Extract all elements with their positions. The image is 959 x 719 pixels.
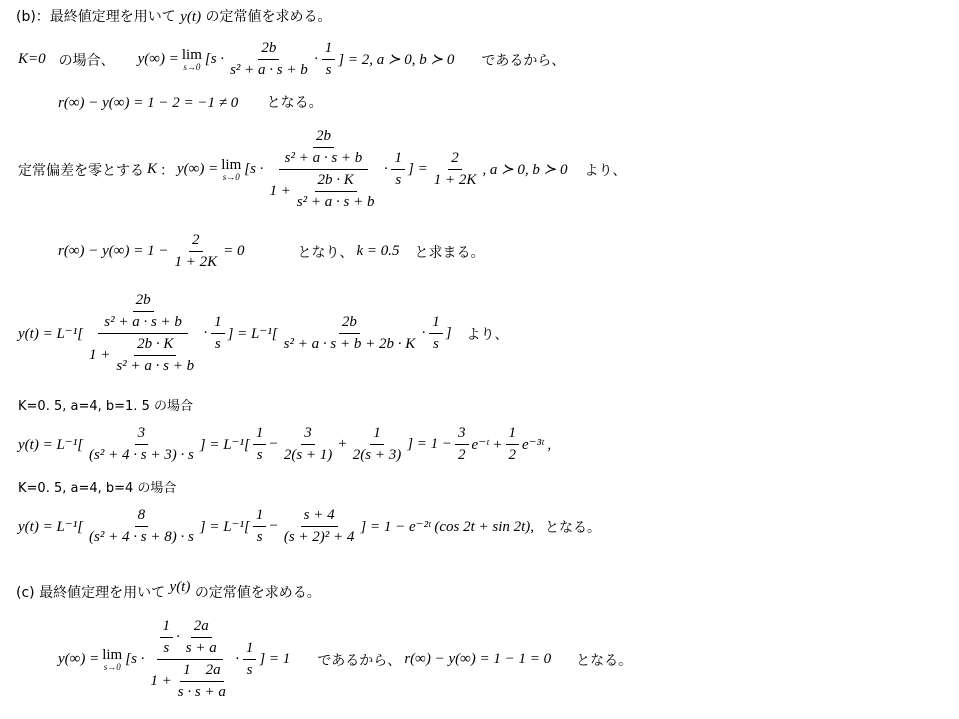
fraction bbox=[86, 507, 197, 546]
b-err2-lhs: r(∞) − y(∞) = 1 − bbox=[58, 243, 169, 259]
b-k0-label: K=0 bbox=[18, 51, 46, 67]
c2-eq: ] = L⁻¹[ bbox=[199, 519, 250, 535]
frac-num bbox=[157, 618, 223, 660]
c2-result: ] = 1 − e⁻²ᵗ (cos 2t + sin 2t), bbox=[360, 519, 535, 535]
fraction bbox=[294, 172, 378, 211]
b-k0-rhs: ] = 2, a ≻ 0, b ≻ 0 bbox=[338, 52, 455, 68]
b-zero-cond: , a ≻ 0, b ≻ 0 bbox=[482, 162, 568, 178]
frac-den: s bbox=[325, 62, 332, 78]
b-k0-mid: の場合、 bbox=[58, 52, 115, 69]
b-yt-line bbox=[18, 292, 509, 375]
c-line bbox=[58, 618, 632, 701]
frac-den: s² + a · s + b bbox=[284, 150, 363, 166]
limit-operator bbox=[182, 48, 202, 72]
one-plus: 1 + bbox=[89, 347, 111, 363]
dot: · bbox=[203, 325, 209, 341]
dot: · bbox=[313, 51, 319, 67]
fraction bbox=[281, 507, 358, 546]
fraction bbox=[86, 425, 197, 464]
b-err1: r(∞) − y(∞) = 1 − 2 = −1 ≠ 0 bbox=[58, 95, 239, 111]
c-heading-var: y(t) bbox=[169, 579, 191, 595]
b-zero-line bbox=[18, 128, 626, 211]
frac-den: (s² + 4 · s + 3) · s bbox=[89, 447, 194, 463]
frac-den bbox=[266, 170, 380, 211]
compound-fraction bbox=[86, 292, 200, 375]
fraction bbox=[253, 425, 267, 464]
c-open: [s · bbox=[125, 651, 145, 667]
c-heading bbox=[16, 579, 321, 602]
frac-num: 1 bbox=[370, 425, 384, 445]
b-case1-line bbox=[18, 425, 551, 464]
limit-operator bbox=[221, 158, 241, 182]
frac-den: 2 bbox=[508, 447, 517, 463]
one-plus: 1 + bbox=[269, 183, 291, 199]
frac-den: 2 bbox=[458, 447, 466, 463]
b-k0-tail: であるから、 bbox=[481, 52, 566, 69]
frac-den: s bbox=[433, 336, 439, 352]
frac-den: s² + a · s + b + 2b · K bbox=[283, 336, 416, 352]
num-2a: 2a bbox=[205, 662, 221, 678]
dot: · bbox=[421, 325, 427, 341]
c1-exp2: e⁻³ᵗ , bbox=[522, 437, 552, 453]
frac-num: 1 bbox=[253, 425, 267, 445]
b-heading bbox=[16, 8, 332, 26]
frac-den: s² + a · s + b bbox=[230, 62, 308, 78]
frac-den: s² + a · s + b bbox=[296, 194, 375, 210]
frac-den bbox=[147, 660, 231, 701]
frac-den: s bbox=[214, 336, 221, 352]
frac-den: (s² + 4 · s + 8) · s bbox=[89, 529, 194, 545]
b-zero-label: 定常偏差を零とする bbox=[18, 162, 144, 179]
b-zero-lhs: y(∞) = bbox=[177, 161, 219, 177]
c-rhs: ] = 1 bbox=[259, 651, 291, 667]
b-yt-lhs: y(t) = L⁻¹[ bbox=[18, 326, 84, 342]
fraction bbox=[243, 640, 257, 679]
frac-den: s + a bbox=[185, 640, 217, 656]
lim-sub: s→0 bbox=[103, 661, 121, 672]
one-plus: 1 + bbox=[150, 673, 172, 689]
lim-sub: s→0 bbox=[183, 61, 201, 72]
b-err2-line bbox=[58, 232, 485, 271]
frac-num: 3 bbox=[301, 425, 315, 445]
c1-eq: ] = L⁻¹[ bbox=[199, 437, 250, 453]
b-case1-label: K=0. 5, a=4, b=1. 5 の場合 bbox=[18, 399, 193, 414]
b-err2-rhs: = 0 bbox=[223, 243, 245, 259]
b-zero-K: K bbox=[147, 161, 158, 177]
minus: − bbox=[269, 436, 278, 452]
compound-fraction bbox=[147, 618, 231, 701]
fraction bbox=[160, 618, 174, 657]
dot: · bbox=[176, 629, 180, 645]
fraction bbox=[506, 425, 520, 464]
frac-num: 2b · K bbox=[315, 172, 357, 192]
b-zero-tail: より、 bbox=[584, 162, 627, 179]
frac-num: 2b · K bbox=[134, 336, 176, 356]
b-yt-close: ] bbox=[445, 325, 452, 341]
c1-lhs: y(t) = L⁻¹[ bbox=[18, 437, 84, 453]
dot: · bbox=[383, 161, 389, 177]
fraction bbox=[253, 507, 267, 546]
lim-sub: s→0 bbox=[222, 171, 240, 182]
b-zero-eq: ] = bbox=[407, 161, 428, 177]
b-yt-tail: より、 bbox=[466, 326, 509, 343]
frac-num: s + 4 bbox=[301, 507, 338, 527]
c-lhs: y(∞) = bbox=[58, 651, 100, 667]
frac-num bbox=[98, 292, 188, 334]
compound-fraction bbox=[266, 128, 380, 211]
c-heading-tail: の定常値を求める。 bbox=[194, 585, 321, 601]
c-mid: であるから、 bbox=[317, 652, 402, 669]
num-one: 1 bbox=[183, 662, 191, 678]
frac-den: s bbox=[256, 529, 263, 545]
frac-den bbox=[86, 334, 200, 375]
b-err2-tail: と求まる。 bbox=[414, 244, 485, 261]
frac-num: 2 bbox=[189, 232, 203, 252]
c-tail: となる。 bbox=[576, 652, 633, 669]
fraction bbox=[391, 150, 405, 189]
fraction bbox=[429, 314, 443, 353]
fraction bbox=[183, 618, 220, 657]
lim-text: lim bbox=[102, 646, 123, 663]
frac-num: 2b bbox=[339, 314, 360, 334]
frac-num: 3 bbox=[455, 425, 469, 445]
frac-num bbox=[180, 662, 224, 682]
c1-exp1: e⁻ᵗ + bbox=[471, 437, 503, 453]
fraction bbox=[455, 425, 469, 464]
c-err: r(∞) − y(∞) = 1 − 1 = 0 bbox=[404, 651, 552, 667]
fraction bbox=[211, 314, 225, 353]
c2-lhs: y(t) = L⁻¹[ bbox=[18, 519, 84, 535]
frac-den: s bbox=[256, 447, 263, 463]
frac-num: 2b bbox=[133, 292, 154, 312]
c-heading-text: (c) 最終値定理を用いて bbox=[16, 585, 166, 601]
fraction bbox=[227, 40, 311, 79]
b-k-value: k = 0.5 bbox=[356, 243, 400, 259]
frac-num: 2b bbox=[258, 40, 279, 60]
frac-num: 3 bbox=[135, 425, 149, 445]
b-heading-tail: の定常値を求める。 bbox=[205, 9, 332, 25]
b-k0-open: [s · bbox=[204, 51, 225, 67]
b-k0-lhs: y(∞) = bbox=[137, 51, 179, 67]
dot: · bbox=[234, 651, 240, 667]
b-k0-line bbox=[18, 40, 565, 79]
limit-operator bbox=[102, 648, 122, 672]
c1-result: ] = 1 − bbox=[407, 436, 453, 452]
fraction bbox=[175, 662, 229, 701]
fraction bbox=[171, 232, 220, 271]
frac-num: 1 bbox=[253, 507, 267, 527]
b-zero-colon: ： bbox=[160, 162, 175, 179]
frac-num: 2b bbox=[313, 128, 334, 148]
frac-den: (s + 2)² + 4 bbox=[283, 529, 355, 545]
frac-den: 1 + 2K bbox=[433, 172, 477, 188]
frac-den: s · s + a bbox=[177, 684, 226, 700]
b-err2-mid: となり、 bbox=[297, 244, 354, 261]
frac-den: s² + a · s + b bbox=[116, 358, 195, 374]
frac-num: 1 bbox=[211, 314, 225, 334]
frac-den: s bbox=[163, 640, 170, 656]
fraction bbox=[322, 40, 336, 79]
frac-num: 1 bbox=[322, 40, 336, 60]
frac-num: 1 bbox=[506, 425, 520, 445]
c2-tail: となる。 bbox=[545, 519, 602, 536]
fraction bbox=[282, 128, 366, 167]
plus: + bbox=[338, 436, 347, 452]
frac-num: 8 bbox=[135, 507, 149, 527]
frac-num: 1 bbox=[429, 314, 443, 334]
frac-den: s bbox=[246, 662, 253, 678]
fraction bbox=[350, 425, 404, 464]
b-zero-open: [s · bbox=[244, 161, 264, 177]
frac-num bbox=[279, 128, 369, 170]
fraction bbox=[281, 425, 335, 464]
frac-num: 2a bbox=[191, 618, 212, 638]
fraction bbox=[431, 150, 480, 189]
b-case2-label: K=0. 5, a=4, b=4 の場合 bbox=[18, 481, 177, 496]
frac-den: 2(s + 3) bbox=[352, 447, 402, 463]
b-err1-tail: となる。 bbox=[266, 95, 323, 111]
fraction bbox=[281, 314, 419, 353]
frac-num: 2 bbox=[448, 150, 462, 170]
frac-den: s² + a · s + b bbox=[104, 314, 182, 330]
b-err1-line bbox=[58, 94, 323, 112]
lim-text: lim bbox=[181, 46, 202, 63]
lim-text: lim bbox=[221, 156, 242, 173]
frac-den: 1 + 2K bbox=[174, 254, 218, 270]
minus: − bbox=[269, 518, 278, 534]
b-yt-eq: ] = L⁻¹[ bbox=[227, 326, 278, 342]
fraction bbox=[113, 336, 197, 375]
b-heading-var: y(t) bbox=[180, 9, 202, 25]
frac-num: 1 bbox=[391, 150, 405, 170]
b-heading-text: (b)：最終値定理を用いて bbox=[16, 9, 176, 25]
frac-num: 1 bbox=[243, 640, 257, 660]
frac-den: s bbox=[395, 172, 402, 188]
frac-den: 2(s + 1) bbox=[283, 447, 333, 463]
frac-num: 1 bbox=[160, 618, 174, 638]
fraction bbox=[101, 292, 185, 331]
b-case2-line bbox=[18, 507, 601, 546]
